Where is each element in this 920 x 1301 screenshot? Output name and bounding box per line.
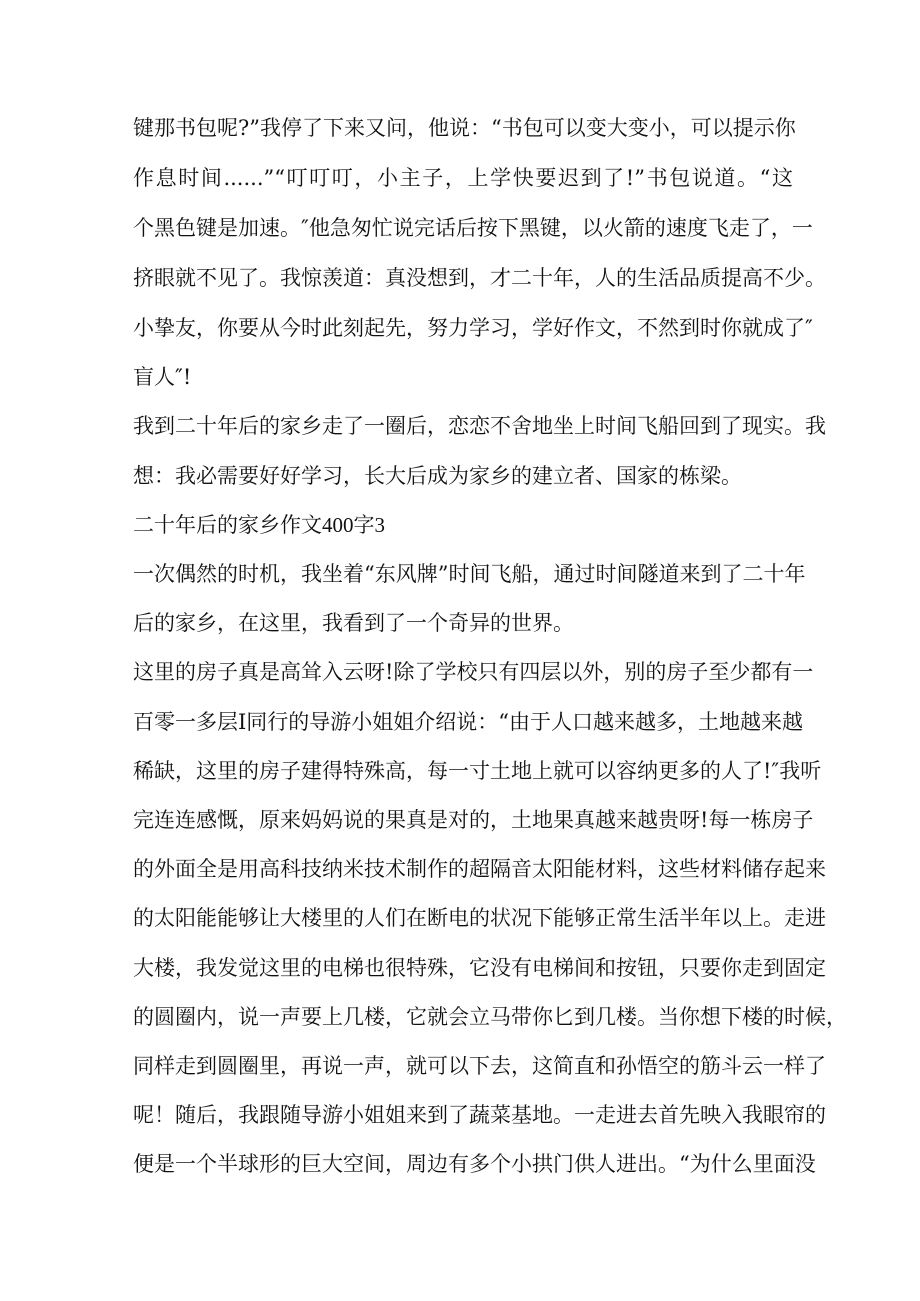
- text-line: 这里的房子真是高耸入云呀!除了学校只有四层以外，别的房子至少都有一: [133, 660, 814, 684]
- text-line: 个黑色键是加速。″他急匆忙说完话后按下黑键，以火箭的速度飞走了，一: [133, 216, 813, 240]
- text-line: 后的家乡，在这里，我看到了一个奇异的世界。: [133, 611, 574, 635]
- text-line: 稀缺，这里的房子建得特殊高，每一寸土地上就可以容纳更多的人了!″我听: [133, 759, 822, 783]
- text-line: 同样走到圆圈里，再说一声，就可以下去，这简直和孙悟空的筋斗云一样了: [133, 1054, 826, 1078]
- text-line: 呢！随后，我跟随导游小姐姐来到了蔬菜基地。一走进去首先映入我眼帘的: [133, 1103, 826, 1127]
- text-line: 键那书包呢?”我停了下来又问，他说：“书包可以变大变小，可以提示你: [133, 116, 796, 140]
- text-line: 作息时间......”“叮叮叮，小主子，上学快要迟到了!”书包说道。“这: [133, 166, 793, 190]
- text-line: 的圆圈内，说一声要上几楼，它就会立马带你匕到几楼。当你想下楼的时候，: [133, 1005, 847, 1029]
- text-line: 便是一个半球形的巨大空间，周边有多个小拱门供人进出。“为什么里面没: [133, 1152, 816, 1176]
- section-heading: 二十年后的家乡作文400字3: [133, 513, 385, 537]
- text-line: 我到二十年后的家乡走了一圈后，恋恋不舍地坐上时间飞船回到了现实。我: [133, 414, 826, 438]
- text-line: 一次偶然的时机，我坐着“东风牌”时间飞船，通过时间隧道来到了二十年: [133, 562, 806, 586]
- text-line: 的太阳能能够让大楼里的人们在断电的状况下能够正常生活半年以上。走进: [133, 906, 826, 930]
- text-line: 完连连感慨，原来妈妈说的果真是对的，土地果真越来越贵呀!每一栋房子: [133, 808, 814, 832]
- text-line: 大楼，我发觉这里的电梯也很特殊，它没有电梯间和按钮，只要你走到固定: [133, 956, 826, 980]
- text-line: 百零一多层I同行的导游小姐姐介绍说：“由于人口越来越多，土地越来越: [133, 710, 804, 734]
- text-line: 小挚友，你要从今时此刻起先，努力学习，学好作文，不然到时你就成了″: [133, 316, 813, 340]
- text-line: 的外面全是用高科技纳米技术制作的超隔音太阳能材料，这些材料储存起来: [133, 857, 826, 881]
- text-line: 挤眼就不见了。我惊羡道：真没想到，才二十年，人的生活品质提高不少。: [133, 266, 826, 290]
- text-line: 想：我必需要好好学习，长大后成为家乡的建立者、国家的栋梁。: [133, 464, 742, 488]
- text-line: 盲人″!: [133, 365, 192, 389]
